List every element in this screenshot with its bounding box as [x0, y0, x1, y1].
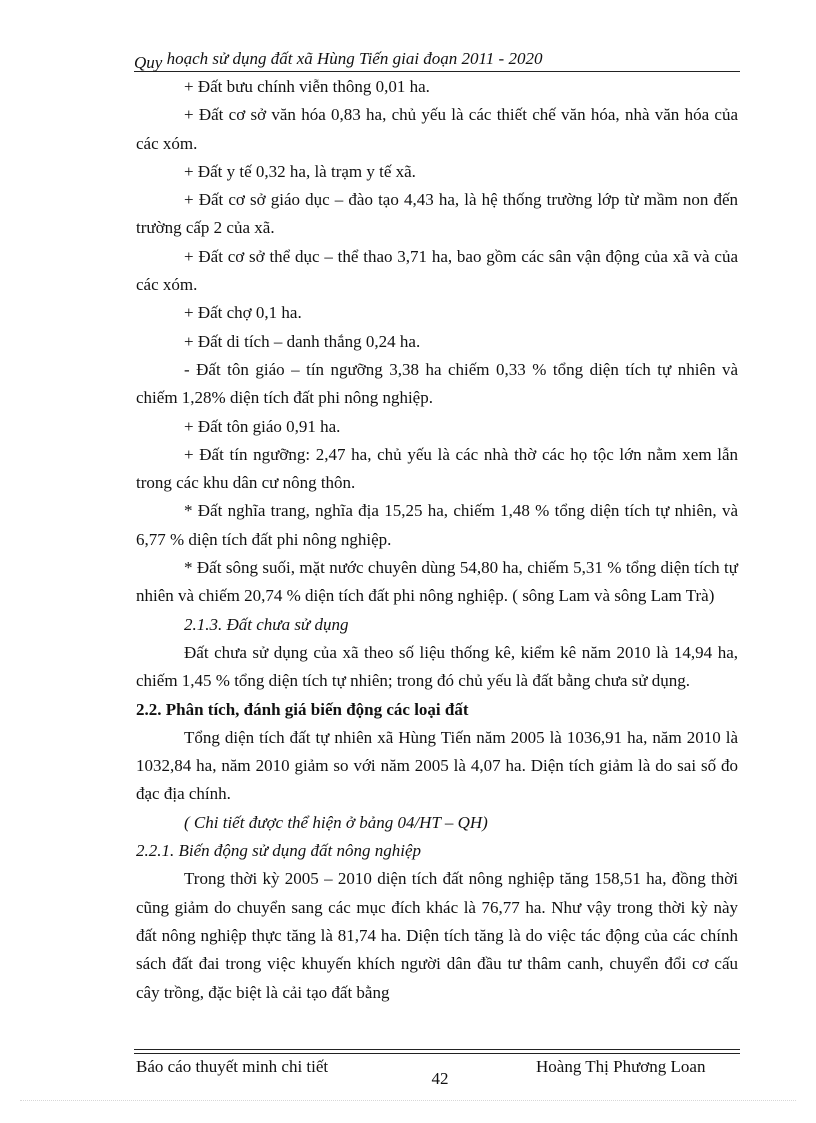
footer-author: Hoàng Thị Phương Loan — [536, 1057, 706, 1076]
body-paragraph: Đất chưa sử dụng của xã theo số liệu thống kê, kiểm kê năm 2010 là 14,94 ha, chiếm 1,45 % tổng diện tích tự nhiên; trong đó chủ yếu là đất bằng chưa sử dụng. — [136, 642, 738, 691]
body-paragraph: + Đất cơ sở văn hóa 0,83 ha, chủ yếu là các thiết chế văn hóa, nhà văn hóa của các xóm. — [136, 105, 738, 153]
header-title: hoạch sử dụng đất xã Hùng Tiến giai đoạn 2011 - 2020 — [166, 49, 543, 68]
footer-rule-top — [134, 1049, 740, 1050]
body-paragraph: Tổng diện tích đất tự nhiên xã Hùng Tiến năm 2005 là 1036,91 ha, năm 2010 là 1032,84 ha, năm 2010 giảm so với năm 2005 là 4,07 ha. Diện tích giảm là do sai số đo đạc địa chính. — [136, 727, 738, 804]
body-paragraph: * Đất sông suối, mặt nước chuyên dùng 54,80 ha, chiếm 5,31 % tổng diện tích tự nhiên và chiếm 20,74 % diện tích đất phi nông nghiệp. ( sông Lam và sông Lam Trà) — [136, 558, 738, 606]
body-paragraph: Trong thời kỳ 2005 – 2010 diện tích đất nông nghiệp tăng 158,51 ha, đồng thời cũng giảm do chuyển sang các mục đích khác là 76,77 ha. Như vậy trong thời kỳ này đất nông nghiệp thực tăng là 81,74 ha. Diện tích tăng là do việc tác động của các chính sách đất đai trong việc khuyến khích người dân đầu tư thâm canh, chuyển đổi cơ cấu cây trồng, đặc biệt là cải tạo đất bằng — [136, 869, 738, 1002]
bottom-divider — [20, 1100, 796, 1101]
footer-report-title: Báo cáo thuyết minh chi tiết — [136, 1057, 329, 1076]
subsection-heading: 2.1.3. Đất chưa sử dụng — [184, 614, 349, 634]
page-header — [134, 49, 740, 72]
body-paragraph: + Đất bưu chính viễn thông 0,01 ha. — [184, 77, 430, 96]
body-paragraph: ( Chi tiết được thể hiện ở bảng 04/HT – QH) — [184, 812, 488, 832]
body-paragraph: + Đất cơ sở giáo dục – đào tạo 4,43 ha, là hệ thống trường lớp từ mầm non đến trường cấp 2 của xã. — [136, 190, 738, 238]
body-paragraph: + Đất di tích – danh thắng 0,24 ha. — [184, 331, 421, 351]
body-paragraph: + Đất cơ sở thể dục – thể thao 3,71 ha, bao gồm các sân vận động của xã và của các xóm. — [136, 246, 738, 295]
page-number: 42 — [431, 1069, 449, 1088]
body-paragraph: + Đất tôn giáo 0,91 ha. — [184, 416, 341, 436]
body-paragraph: + Đất tín ngưỡng: 2,47 ha, chủ yếu là các nhà thờ các họ tộc lớn nằm xem lẫn trong các khu dân cư nông thôn. — [136, 444, 738, 493]
document-body — [136, 73, 738, 1007]
header-prefix: Quy — [134, 53, 163, 72]
body-paragraph: + Đất chợ 0,1 ha. — [184, 303, 302, 323]
subsection-heading: 2.2.1. Biến động sử dụng đất nông nghiệp — [136, 841, 422, 861]
footer-rule-bottom — [134, 1053, 740, 1054]
body-paragraph: + Đất y tế 0,32 ha, là trạm y tế xã. — [184, 161, 416, 181]
body-paragraph: * Đất nghĩa trang, nghĩa địa 15,25 ha, chiếm 1,48 % tổng diện tích tự nhiên, và 6,77 % diện tích đất phi nông nghiệp. — [136, 501, 738, 549]
body-paragraph: - Đất tôn giáo – tín ngưỡng 3,38 ha chiếm 0,33 % tổng diện tích tự nhiên và chiếm 1,28% diện tích đất phi nông nghiệp. — [136, 359, 738, 408]
section-heading: 2.2. Phân tích, đánh giá biến động các loại đất — [136, 699, 469, 719]
